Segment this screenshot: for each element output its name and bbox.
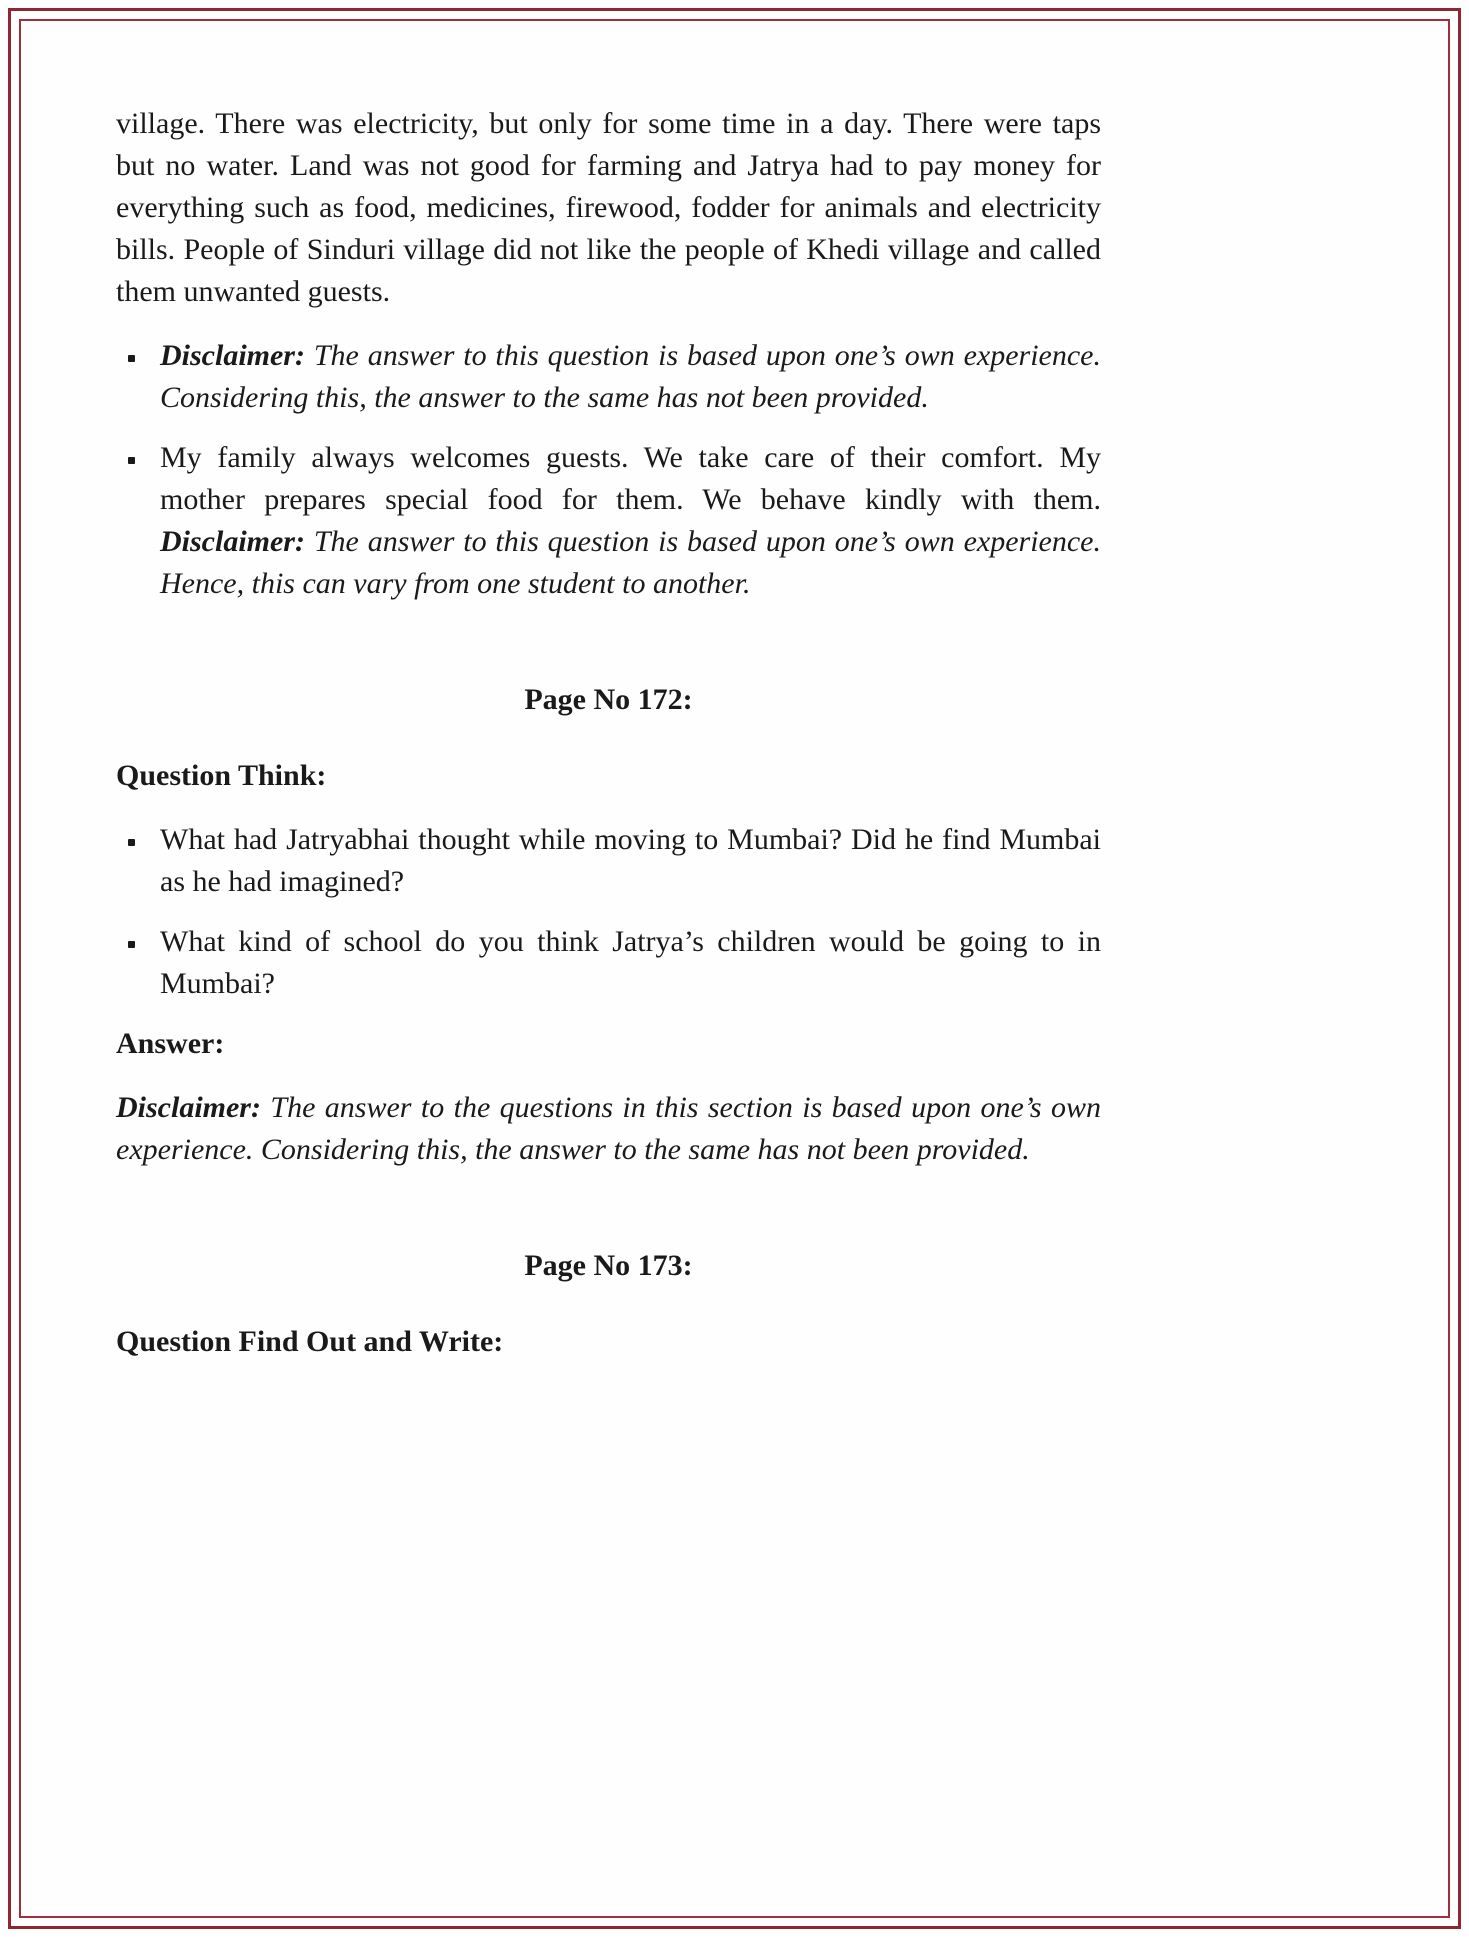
question-heading-think: Question Think:	[116, 759, 327, 792]
answer-disclaimer-paragraph	[116, 1087, 1101, 1171]
list-item: What had Jatryabhai thought while moving to Mumbai? Did he find Mumbai as he had imagined?	[116, 819, 1101, 903]
disclaimer-text: The answer to the questions in this section is based upon one’s own experience. Considering this, the answer to the same has not been provided.	[116, 1091, 1101, 1166]
disclaimer-label: Disclaimer:	[160, 339, 305, 372]
list-item	[116, 437, 1101, 605]
disclaimer-text: The answer to this question is based upon one’s own experience. Hence, this can vary from one student to another.	[160, 525, 1101, 600]
disclaimer-label: Disclaimer:	[116, 1091, 261, 1124]
list-item	[116, 335, 1101, 419]
document-content	[116, 103, 1101, 1385]
answer-label: Answer:	[116, 1027, 225, 1060]
question-list	[116, 819, 1101, 1005]
question-heading-find-out-and-write: Question Find Out and Write:	[116, 1325, 504, 1358]
disclaimer-text: The answer to this question is based upon one’s own experience. Considering this, the answer to the same has not been provided.	[160, 339, 1101, 414]
page-heading-173: Page No 173:	[524, 1249, 693, 1282]
page-border-outer	[8, 8, 1461, 1929]
opening-paragraph: village. There was electricity, but only for some time in a day. There were taps but no water. Land was not good for farming and Jatrya had to pay money for everything such as food, medicines, firewood, fodder for animals and electricity bills. People of Sinduri village did not like the people of Khedi village and called them unwanted guests.	[116, 107, 1101, 308]
page-heading-172: Page No 172:	[524, 683, 693, 716]
answer-bullet-list	[116, 335, 1101, 605]
answer-text: My family always welcomes guests. We take care of their comfort. My mother prepares special food for them. We behave kindly with them.	[160, 441, 1101, 516]
disclaimer-label: Disclaimer:	[160, 525, 305, 558]
list-item: What kind of school do you think Jatrya’s children would be going to in Mumbai?	[116, 921, 1101, 1005]
